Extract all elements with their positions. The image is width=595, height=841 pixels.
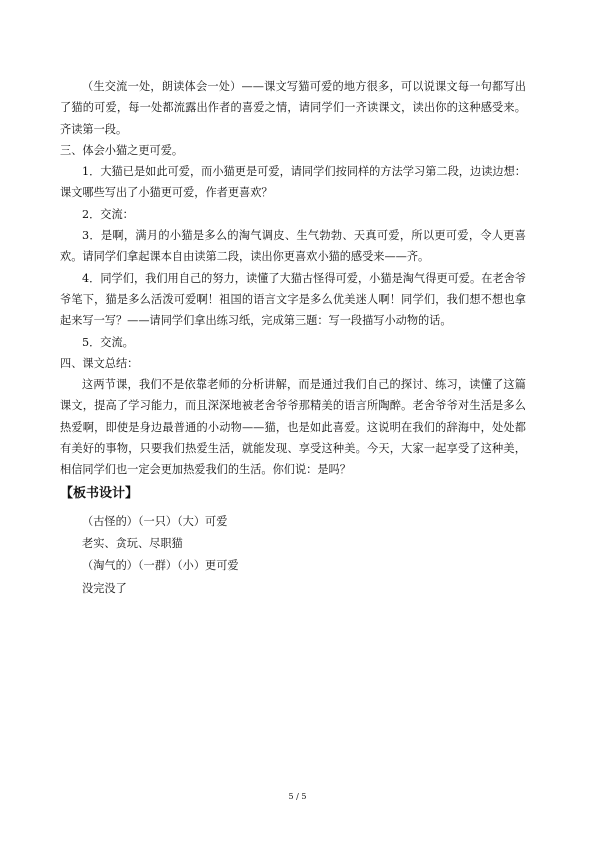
summary-paragraph: 这两节课，我们不是依靠老师的分析讲解，而是通过我们自己的探讨、练习，读懂了这篇课文，提高了学习能力，而且深深地被老舍爷爷那精美的语言所陶醉。老舍爷爷对生活是多么热爱啊，即使是身边最普通的小动物——猫，也是如此喜爱。这说明在我们的辞海中，处处都有美好的事物，只要我们热爱生活，就能发现、享受这种美。今天，大家一起享受了这种美，相信同学们也一定会更加热爱我们的生活。你们说：是吗？ bbox=[60, 378, 526, 477]
page-content bbox=[60, 76, 526, 600]
list-item-4: 4．同学们，我们用自己的努力，读懂了大猫古怪得可爱，小猫是淘气得更可爱。在老舍爷爷笔下，猫是多么活泼可爱啊！祖国的语言文字是多么优美迷人啊！同学们，我们想不想也拿起来写一写？——请同学们拿出练习纸，完成第三题：写一段描写小动物的话。 bbox=[60, 271, 526, 328]
board-line: （古怪的）（一只）（大）可爱 bbox=[82, 514, 228, 528]
section-heading-4: 四、课文总结： bbox=[60, 356, 139, 370]
board-line: （淘气的）（一群）（小）更可爱 bbox=[82, 559, 239, 573]
section-heading-3: 三、体会小猫之更可爱。 bbox=[60, 143, 184, 157]
paragraph-reading-exchange: （生交流一处，朗读体会一处）——课文写猫可爱的地方很多，可以说课文每一句都写出了猫的可爱，每一处都流露出作者的喜爱之情，请同学们一齐读课文，读出你的这种感受来。齐读第一段。 bbox=[60, 80, 526, 136]
list-item-2: 2．交流： bbox=[82, 207, 134, 221]
list-item-3: 3．是啊，满月的小猫是多么的淘气调皮、生气勃勃、天真可爱，所以更可爱，令人更喜欢。请同学们拿起课本自由读第二段，读出你更喜欢小猫的感受来——齐。 bbox=[60, 229, 526, 264]
board-design-title: 【板书设计】 bbox=[60, 485, 139, 501]
page-number: 5 / 5 bbox=[288, 792, 307, 801]
list-item-1: 1．大猫已是如此可爱，而小猫更是可爱，请同学们按同样的方法学习第二段，边读边想：课文哪些写出了小猫更可爱，作者更喜欢？ bbox=[60, 165, 526, 200]
board-line: 没完没了 bbox=[82, 581, 127, 595]
board-line: 老实、贪玩、尽职猫 bbox=[82, 537, 183, 551]
list-item-5: 5．交流。 bbox=[82, 335, 134, 349]
